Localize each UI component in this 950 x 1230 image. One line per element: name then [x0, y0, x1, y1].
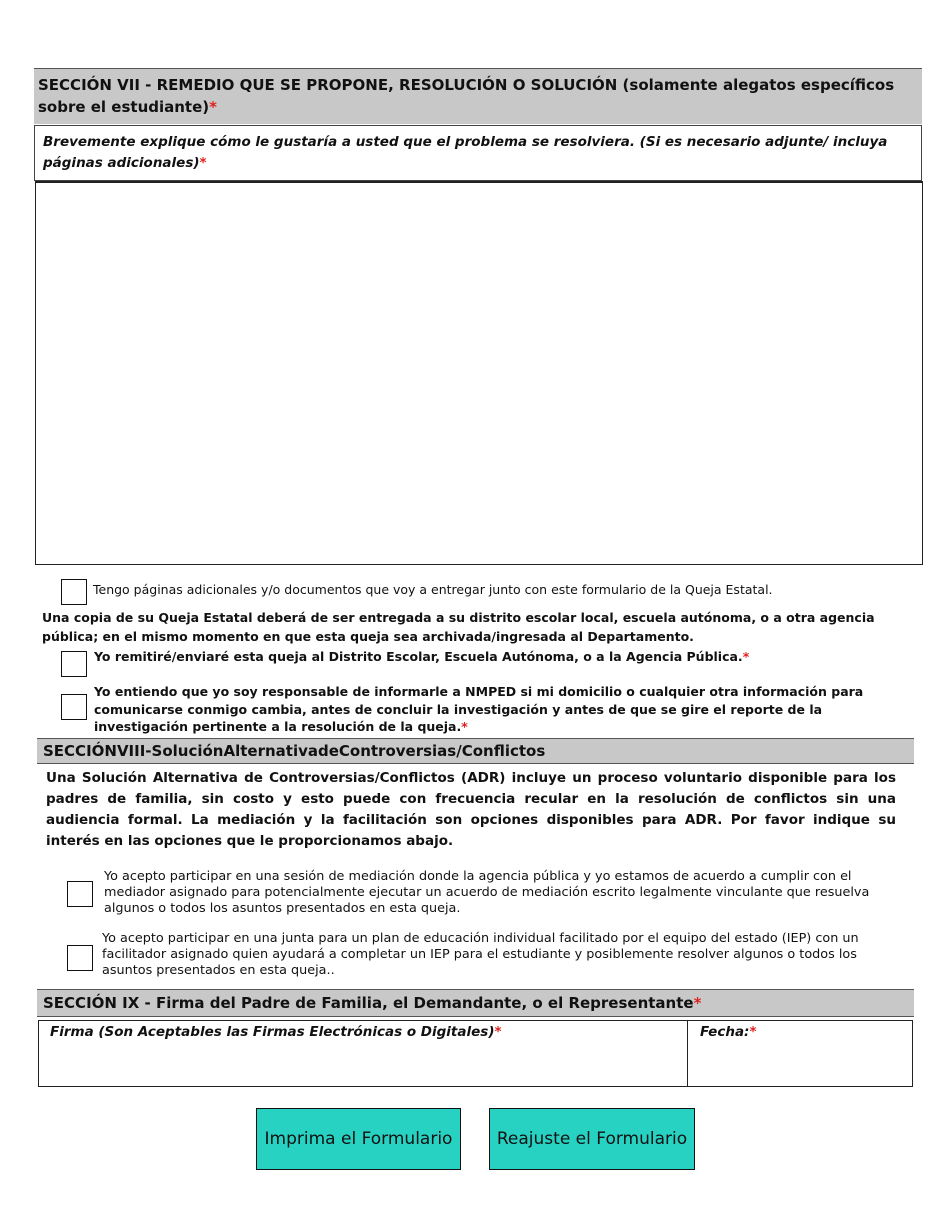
date-label-text: Fecha: [700, 1024, 750, 1040]
iep-option-label: Yo acepto participar en una junta para un plan de educación individual facilitado por el equipo del estado (IEP) con un facilitador asignado quien ayudará a completar un IEP para el estudiante y posiblemente resolver algunos o todos los asuntos presentados en esta queja.. [102, 931, 859, 978]
section7-heading [34, 68, 922, 124]
signature-label [50, 1024, 502, 1040]
signature-field[interactable] [39, 1021, 688, 1086]
remedy-textarea[interactable] [35, 181, 923, 565]
required-mark: * [742, 649, 750, 664]
copy-notice: Una copia de su Queja Estatal deberá de ser entregada a su distrito escolar local, escuela autónoma, o a otra agencia pública; en el mismo momento en que esta queja sea archivada/ingresada al Departamento. [42, 610, 875, 644]
signature-label-text: Firma (Son Aceptables las Firmas Electrónicas o Digitales) [50, 1024, 495, 1040]
required-mark: * [693, 994, 702, 1012]
required-mark: * [199, 155, 207, 171]
section7-prompt-text: Brevemente explique cómo le gustaría a usted que el problema se resolviera. (Si es necesario adjunte/ incluya páginas adicionales) [43, 134, 888, 171]
adr-intro: Una Solución Alternativa de Controversias/Conflictos (ADR) incluye un proceso voluntario disponible para los padres de familia, sin costo y esto puede con frecuencia recular en la resolución de conflictos sin una audiencia formal. La mediación y la facilitación son opciones disponibles para ADR. Por favor indique su interés en las opciones que le proporcionamos abajo. [46, 770, 896, 849]
section8-heading: SECCIÓNVIII-SoluciónAlternativadeControversias/Conflictos [37, 738, 914, 764]
responsibility-checkbox[interactable] [61, 694, 87, 720]
additional-pages-checkbox[interactable] [61, 579, 87, 605]
print-form-button[interactable]: Imprima el Formulario [256, 1108, 461, 1170]
forward-complaint-label [94, 649, 904, 665]
reset-form-button[interactable]: Reajuste el Formulario [489, 1108, 695, 1170]
forward-complaint-text: Yo remitiré/enviaré esta queja al Distrito Escolar, Escuela Autónoma, o a la Agencia Pública. [94, 649, 743, 664]
iep-facilitation-checkbox[interactable] [67, 945, 93, 971]
date-field[interactable] [688, 1021, 912, 1086]
responsibility-text: Yo entiendo que yo soy responsable de informarle a NMPED si mi domicilio o cualquier otra información para comunicarse conmigo cambia, antes de concluir la investigación y antes de que se gire el reporte de la investigación pertinente a la resolución de la queja. [94, 684, 864, 734]
additional-pages-label: Tengo páginas adicionales y/o documentos que voy a entregar junto con este formulario de la Queja Estatal. [93, 582, 773, 597]
required-mark: * [749, 1024, 757, 1040]
date-label [700, 1024, 757, 1040]
responsibility-label [94, 683, 912, 736]
signature-table [38, 1020, 913, 1087]
section7-prompt [34, 125, 922, 181]
section9-heading-text: SECCIÓN IX - Firma del Padre de Familia, el Demandante, o el Representante [43, 994, 694, 1012]
forward-complaint-checkbox[interactable] [61, 651, 87, 677]
required-mark: * [209, 98, 217, 116]
required-mark: * [461, 719, 468, 734]
section7-heading-text: SECCIÓN VII - REMEDIO QUE SE PROPONE, RESOLUCIÓN O SOLUCIÓN (solamente alegatos específicos sobre el estudiante) [38, 76, 895, 116]
required-mark: * [494, 1024, 502, 1040]
mediation-option-label: Yo acepto participar en una sesión de mediación donde la agencia pública y yo estamos de acuerdo a cumplir con el mediador asignado para potencialmente ejecutar un acuerdo de mediación escrito legalmente vinculante que resuelva algunos o todos los asuntos presentados en esta queja. [104, 869, 870, 916]
mediation-checkbox[interactable] [67, 881, 93, 907]
section9-heading [37, 989, 914, 1017]
